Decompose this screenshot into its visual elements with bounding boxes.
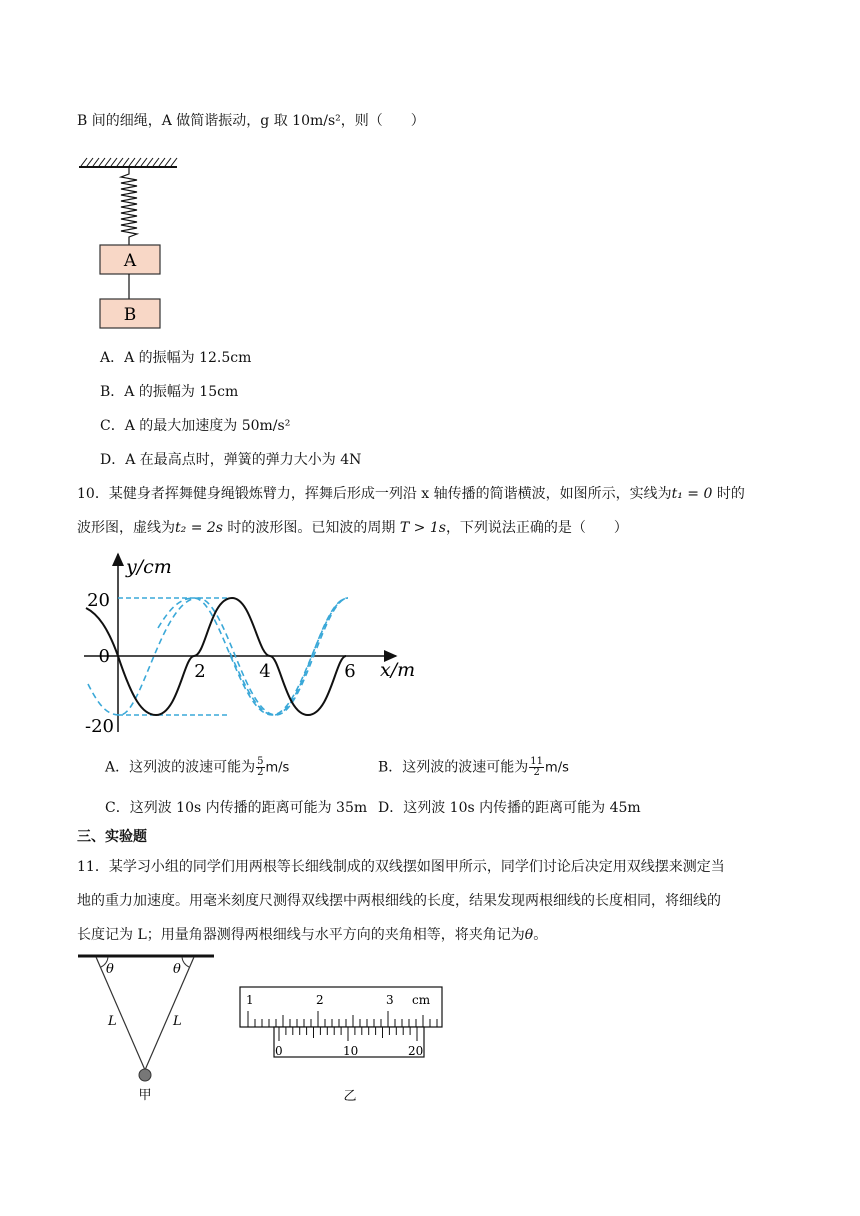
q9-option-d: D．A 在最高点时，弹簧的弹力大小为 4N: [100, 452, 362, 468]
theta-left: θ: [106, 962, 114, 977]
q9-option-b: B．A 的振幅为 15cm: [100, 384, 239, 400]
q11-stem-line1: 11．某学习小组的同学们用两根等长细线制成的双线摆如图甲所示，同学们讨论后决定用双线摆来测定当: [77, 859, 725, 875]
vernier-label-20: 20: [408, 1044, 424, 1058]
wave-graph: [80, 548, 430, 743]
x-axis-label: x/m: [380, 659, 416, 681]
x-tick-6: 6: [344, 661, 356, 682]
q10-stem-line1: 10．某健身者挥舞健身绳锻炼臂力，挥舞后形成一列沿 x 轴传播的简谐横波，如图所示，实线为t₁ = 0 时的: [77, 486, 745, 502]
length-left: L: [108, 1014, 117, 1029]
y-tick-0: 0: [98, 646, 110, 667]
unit-label: cm: [412, 993, 431, 1007]
q11-stem-line3: 长度记为 L；用量角器测得两根细线与水平方向的夹角相等，将夹角记为θ。: [77, 927, 548, 943]
block-b-label: B: [123, 305, 137, 325]
vernier-label-10: 10: [343, 1044, 359, 1058]
vernier-caliper-figure: [238, 984, 448, 1106]
block-a-label: A: [123, 251, 137, 271]
q10-option-a: A．这列波的波速可能为 $\frac{5}{2}$ m/s: [105, 756, 290, 778]
q10-option-d: D．这列波 10s 内传播的距离可能为 45m: [378, 800, 641, 816]
x-tick-2: 2: [194, 661, 206, 682]
q9-option-a: A．A 的振幅为 12.5cm: [100, 350, 252, 366]
caption-yi: 乙: [343, 1089, 357, 1104]
pendulum-ball: [139, 1069, 151, 1081]
bifilar-pendulum-figure: [78, 953, 218, 1103]
q10-stem-line2: 波形图，虚线为t₂ = 2s 时的波形图。已知波的周期 T > 1s，下列说法正确的是（ ）: [77, 520, 628, 536]
spring-block-figure: [75, 152, 185, 332]
main-label-3: 3: [386, 993, 394, 1007]
q11-stem-line2: 地的重力加速度。用毫米刻度尺测得双线摆中两根细线的长度，结果发现两根细线的长度相同，将细线的: [77, 893, 721, 909]
q9-stem-tail: B 间的细绳，A 做简谐振动，g 取 10m/s²，则（ ）: [77, 113, 425, 129]
y-tick-neg20: -20: [85, 716, 114, 737]
fraction-11-2: $\frac{11}{2}$: [530, 756, 544, 778]
q10-option-c: C．这列波 10s 内传播的距离可能为 35m: [105, 800, 368, 816]
main-label-1: 1: [246, 993, 254, 1007]
caption-jia: 甲: [138, 1088, 152, 1103]
section-heading: 三、实验题: [77, 829, 147, 845]
fraction-5-2: $\frac{5}{2}$: [257, 756, 264, 778]
vernier-label-0: 0: [275, 1044, 283, 1058]
theta-right: θ: [173, 962, 181, 977]
y-axis-label: y/cm: [126, 556, 172, 578]
spring: [121, 168, 137, 245]
length-right: L: [173, 1014, 182, 1029]
q10-option-b: B．这列波的波速可能为 $\frac{11}{2}$ m/s: [378, 756, 569, 778]
x-tick-4: 4: [259, 661, 271, 682]
y-tick-20: 20: [87, 590, 110, 611]
main-label-2: 2: [316, 993, 324, 1007]
q9-option-c: C．A 的最大加速度为 50m/s²: [100, 418, 291, 434]
